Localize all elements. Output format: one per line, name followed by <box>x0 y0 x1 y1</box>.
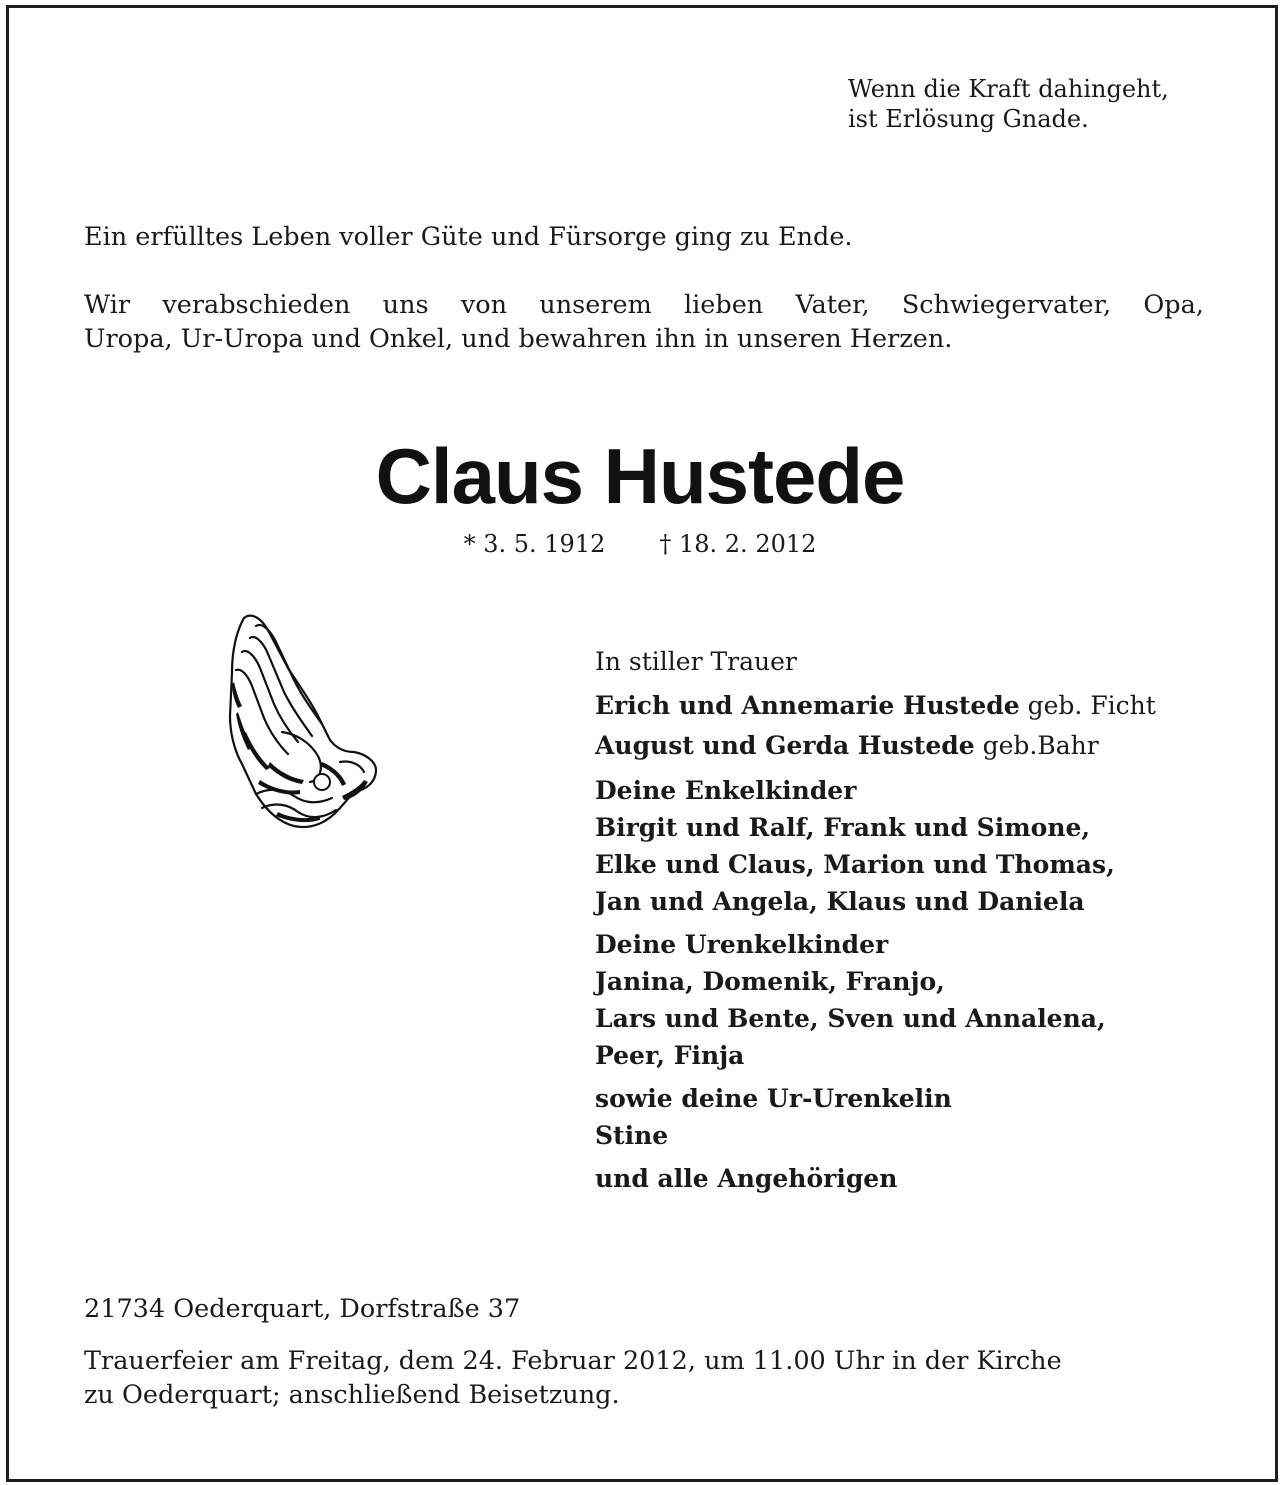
life-dates <box>0 528 1280 560</box>
mourner-line <box>595 686 1235 726</box>
great-grandchildren-line: Peer, Finja <box>595 1041 745 1070</box>
farewell-word: Wir <box>84 290 131 320</box>
motto <box>848 74 1169 134</box>
grandchildren-line: Jan und Angela, Klaus und Daniela <box>595 887 1085 916</box>
great-great-heading: sowie deine Ur-Urenkelin <box>595 1084 952 1113</box>
farewell-text <box>84 288 1204 356</box>
farewell-word: unserem <box>539 290 652 320</box>
relatives-line: und alle Angehörigen <box>595 1164 898 1193</box>
mourner-names: August und Gerda Hustede <box>595 731 975 760</box>
maiden-name: geb. Ficht <box>1019 691 1156 720</box>
mourners-list <box>595 644 1235 1197</box>
birth-date: * 3. 5. 1912 <box>463 530 606 558</box>
farewell-word: verabschieden <box>162 290 351 320</box>
motto-line-1: Wenn die Kraft dahingeht, <box>848 75 1169 103</box>
farewell-word: von <box>460 290 508 320</box>
farewell-word: Vater, <box>795 290 870 320</box>
grandchildren-line: Elke und Claus, Marion und Thomas, <box>595 850 1115 879</box>
ceremony-info <box>84 1344 1204 1412</box>
great-grandchildren-line: Janina, Domenik, Franjo, <box>595 967 945 996</box>
great-grandchildren-line: Lars und Bente, Sven und Annalena, <box>595 1004 1106 1033</box>
great-great-name: Stine <box>595 1121 669 1150</box>
farewell-word: Opa, <box>1143 290 1204 320</box>
maiden-name: geb.Bahr <box>974 731 1099 760</box>
farewell-line-1 <box>84 288 1204 322</box>
farewell-word: lieben <box>683 290 764 320</box>
farewell-line-2: Uropa, Ur-Uropa und Onkel, und bewahren ihn in unseren Herzen. <box>84 324 953 354</box>
praying-hands-icon <box>222 612 382 834</box>
mourners-heading: In stiller Trauer <box>595 647 797 676</box>
farewell-word: uns <box>382 290 429 320</box>
address: 21734 Oederquart, Dorfstraße 37 <box>84 1294 521 1324</box>
grandchildren-heading: Deine Enkelkinder <box>595 776 857 805</box>
mourner-names: Erich und Annemarie Hustede <box>595 691 1020 720</box>
grandchildren-line: Birgit und Ralf, Frank und Simone, <box>595 813 1091 842</box>
ceremony-line-2: zu Oederquart; anschließend Beisetzung. <box>84 1380 620 1410</box>
farewell-word: Schwiegervater, <box>901 290 1112 320</box>
death-date: † 18. 2. 2012 <box>659 530 817 558</box>
mourner-line <box>595 726 1235 766</box>
intro-text: Ein erfülltes Leben voller Güte und Fürsorge ging zu Ende. <box>84 222 853 252</box>
ceremony-line-1: Trauerfeier am Freitag, dem 24. Februar 2012, um 11.00 Uhr in der Kirche <box>84 1346 1062 1376</box>
great-grandchildren-heading: Deine Urenkelkinder <box>595 930 889 959</box>
motto-line-2: ist Erlösung Gnade. <box>848 105 1089 133</box>
deceased-name: Claus Hustede <box>375 432 905 520</box>
